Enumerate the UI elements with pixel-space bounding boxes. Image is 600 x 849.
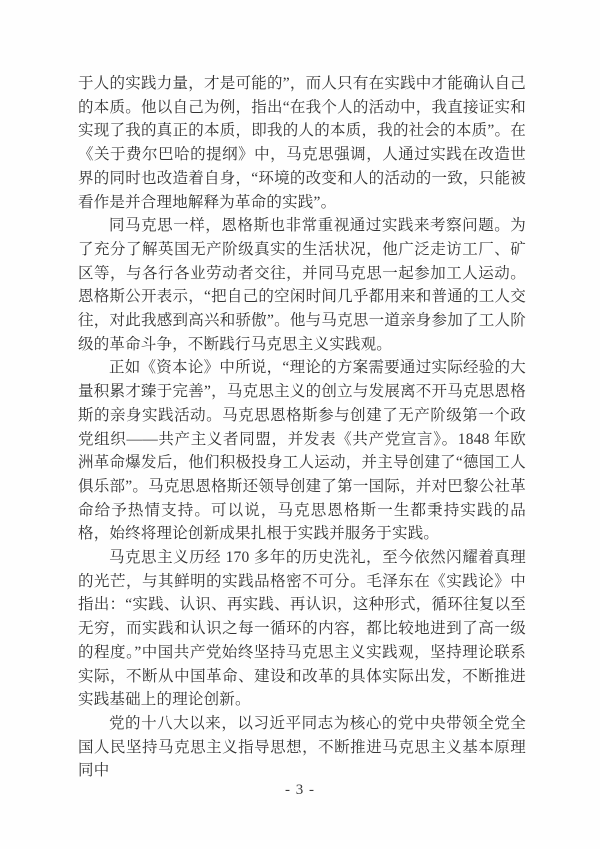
paragraph: 正如《资本论》中所说，“理论的方案需要通过实际经验的大量积累才臻于完善”，马克思主义的创立与发展离不开马克思恩格斯的亲身实践活动。马克思恩格斯参与创建了无产阶级第一个政党组织——共产主义者同盟，并发表《共产党宣言》。1848 年欧洲革命爆发后，他们积极投身工人运动，并主导创建了“德国工人俱乐部”。马克思恩格斯还领导创建了第一国际，并对巴黎公社革命给予热情支持。可以说，马克思恩格斯一生都秉持实践的品格，始终将理论创新成果扎根于实践并服务于实践。	[78, 359, 526, 543]
paragraph: 同马克思一样，恩格斯也非常重视通过实践来考察问题。为了充分了解英国无产阶级真实的生活状况，他广泛走访工厂、矿区等，与各行各业劳动者交往，并同马克思一起参加工人运动。恩格斯公开表示，“把自己的空闲时间几乎都用来和普通的工人交往，对此我感到高兴和骄傲”。他与马克思一道亲身参加了工人阶级的革命斗争，不断践行马克思主义实践观。	[78, 217, 526, 353]
paragraph: 党的十八大以来，以习近平同志为核心的党中央带领全党全国人民坚持马克思主义指导思想，不断推进马克思主义基本原理同中	[78, 714, 526, 780]
page-number: - 3 -	[285, 782, 315, 798]
paragraph: 于人的实践力量，才是可能的”，而人只有在实践中才能确认自己的本质。他以自己为例，指出“在我个人的活动中，我直接证实和实现了我的真正的本质，即我的人的本质，我的社会的本质”。在《关于费尔巴哈的提纲》中，马克思强调，人通过实践在改造世界的同时也改造着自身，“环境的改变和人的活动的一致，只能被看作是并合理地解释为革命的实践”。	[78, 75, 526, 211]
document-text	[78, 72, 526, 783]
paragraph: 马克思主义历经 170 多年的历史洗礼，至今依然闪耀着真理的光芒，与其鲜明的实践品格密不可分。毛泽东在《实践论》中指出：“实践、认识、再实践、再认识，这种形式，循环往复以至无穷，而实践和认识之每一循环的内容，都比较地进到了高一级的程度。”中国共产党始终坚持马克思主义实践观，坚持理论联系实际，不断从中国革命、建设和改革的具体实际出发，不断推进实践基础上的理论创新。	[78, 549, 526, 709]
